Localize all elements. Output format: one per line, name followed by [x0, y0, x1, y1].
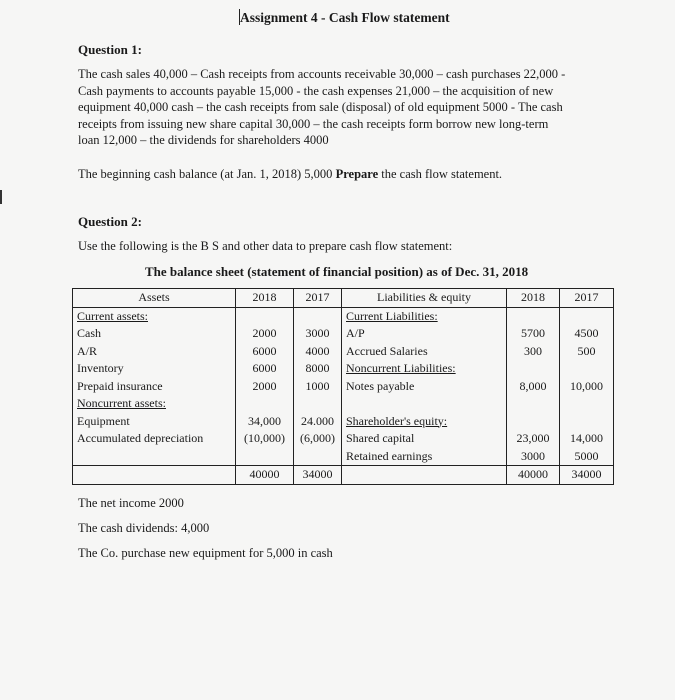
q1-instr-post: the cash flow statement.	[378, 167, 503, 181]
liab-2017	[560, 307, 614, 325]
liab-label: Shareholder's equity:	[342, 413, 507, 431]
note-equipment-purchase: The Co. purchase new equipment for 5,000 in cash	[78, 546, 333, 560]
header-liab-2018: 2018	[507, 289, 560, 308]
asset-2017: 24.000	[294, 413, 342, 431]
asset-2017	[294, 448, 342, 466]
liab-2018	[507, 395, 560, 413]
balance-sheet-table	[72, 288, 614, 485]
q1-instr-pre: The beginning cash balance (at Jan. 1, 2018) 5,000	[78, 167, 336, 181]
asset-label: Noncurrent assets:	[73, 395, 236, 413]
q1-instr-bold: Prepare	[335, 167, 379, 181]
table-totals-row	[73, 466, 614, 485]
table-row	[73, 343, 614, 361]
question-2-intro: Use the following is the B S and other data to prepare cash flow statement:	[78, 239, 453, 253]
liab-label: Retained earnings	[342, 448, 507, 466]
asset-label	[73, 448, 236, 466]
table-row	[73, 430, 614, 448]
liab-2017: 500	[560, 343, 614, 361]
note-dividends: The cash dividends: 4,000	[78, 521, 210, 535]
liab-label: Accrued Salaries	[342, 343, 507, 361]
asset-2018: (10,000)	[236, 430, 294, 448]
liab-label: Current Liabilities:	[342, 307, 507, 325]
table-row	[73, 378, 614, 396]
liab-label: Noncurrent Liabilities:	[342, 360, 507, 378]
total-liab-2018: 40000	[507, 466, 560, 485]
asset-2018	[236, 448, 294, 466]
liab-label: Notes payable	[342, 378, 507, 396]
asset-label: Current assets:	[73, 307, 236, 325]
liab-2017: 10,000	[560, 378, 614, 396]
liab-label: Shared capital	[342, 430, 507, 448]
asset-label: Equipment	[73, 413, 236, 431]
liab-2017: 14,000	[560, 430, 614, 448]
liab-2017	[560, 360, 614, 378]
question-1-text	[78, 66, 618, 149]
liab-2018: 3000	[507, 448, 560, 466]
table-header-row	[73, 289, 614, 308]
liab-2018	[507, 360, 560, 378]
asset-2018: 2000	[236, 378, 294, 396]
asset-label: Inventory	[73, 360, 236, 378]
asset-label: A/R	[73, 343, 236, 361]
liab-label	[342, 395, 507, 413]
question-1-heading: Question 1:	[78, 42, 142, 57]
asset-2017: (6,000)	[294, 430, 342, 448]
q1-line: receipts from issuing new share capital 30,000 – the cash receipts form borrow new long-term	[78, 116, 549, 131]
asset-2018	[236, 307, 294, 325]
balance-sheet-title: The balance sheet (statement of financial position) as of Dec. 31, 2018	[145, 264, 529, 279]
table-row	[73, 413, 614, 431]
liab-2018: 8,000	[507, 378, 560, 396]
liab-2018: 300	[507, 343, 560, 361]
total-assets-2018: 40000	[236, 466, 294, 485]
liab-label: A/P	[342, 325, 507, 343]
asset-label: Prepaid insurance	[73, 378, 236, 396]
liab-2017: 5000	[560, 448, 614, 466]
q1-line: equipment 40,000 cash – the cash receipts from sale (disposal) of old equipment 5000 - The cash	[78, 100, 563, 114]
asset-2017	[294, 307, 342, 325]
liab-2018	[507, 413, 560, 431]
liab-2017: 4500	[560, 325, 614, 343]
table-row	[73, 448, 614, 466]
header-2017: 2017	[294, 289, 342, 308]
note-net-income: The net income 2000	[78, 496, 184, 510]
totals-liab-label	[342, 466, 507, 485]
liab-2017	[560, 413, 614, 431]
q1-line: loan 12,000 – the dividends for shareholders 4000	[78, 133, 329, 147]
table-row	[73, 395, 614, 413]
question-1-instruction	[78, 166, 618, 183]
asset-2018: 2000	[236, 325, 294, 343]
asset-2017: 1000	[294, 378, 342, 396]
table-row	[73, 325, 614, 343]
q1-line: The cash sales 40,000 – Cash receipts from accounts receivable 30,000 – cash purchases 22,000 -	[78, 67, 566, 81]
asset-2017: 4000	[294, 343, 342, 361]
liab-2018: 23,000	[507, 430, 560, 448]
asset-2018: 34,000	[236, 413, 294, 431]
header-2018: 2018	[236, 289, 294, 308]
header-liab-2017: 2017	[560, 289, 614, 308]
liab-2018	[507, 307, 560, 325]
asset-2018: 6000	[236, 343, 294, 361]
asset-label: Cash	[73, 325, 236, 343]
asset-label: Accumulated depreciation	[73, 430, 236, 448]
liab-2018: 5700	[507, 325, 560, 343]
liab-2017	[560, 395, 614, 413]
header-assets: Assets	[73, 289, 236, 308]
page-title: Assignment 4 - Cash Flow statement	[240, 10, 450, 25]
margin-mark	[0, 190, 6, 204]
total-liab-2017: 34000	[560, 466, 614, 485]
table-row	[73, 307, 614, 325]
table-row	[73, 360, 614, 378]
header-liabilities: Liabilities & equity	[342, 289, 507, 308]
asset-2017: 3000	[294, 325, 342, 343]
question-2-heading: Question 2:	[78, 214, 142, 229]
asset-2017	[294, 395, 342, 413]
totals-label	[73, 466, 236, 485]
asset-2018: 6000	[236, 360, 294, 378]
asset-2017: 8000	[294, 360, 342, 378]
q1-line: Cash payments to accounts payable 15,000 - the cash expenses 21,000 – the acquisition of new	[78, 83, 554, 98]
total-assets-2017: 34000	[294, 466, 342, 485]
asset-2018	[236, 395, 294, 413]
